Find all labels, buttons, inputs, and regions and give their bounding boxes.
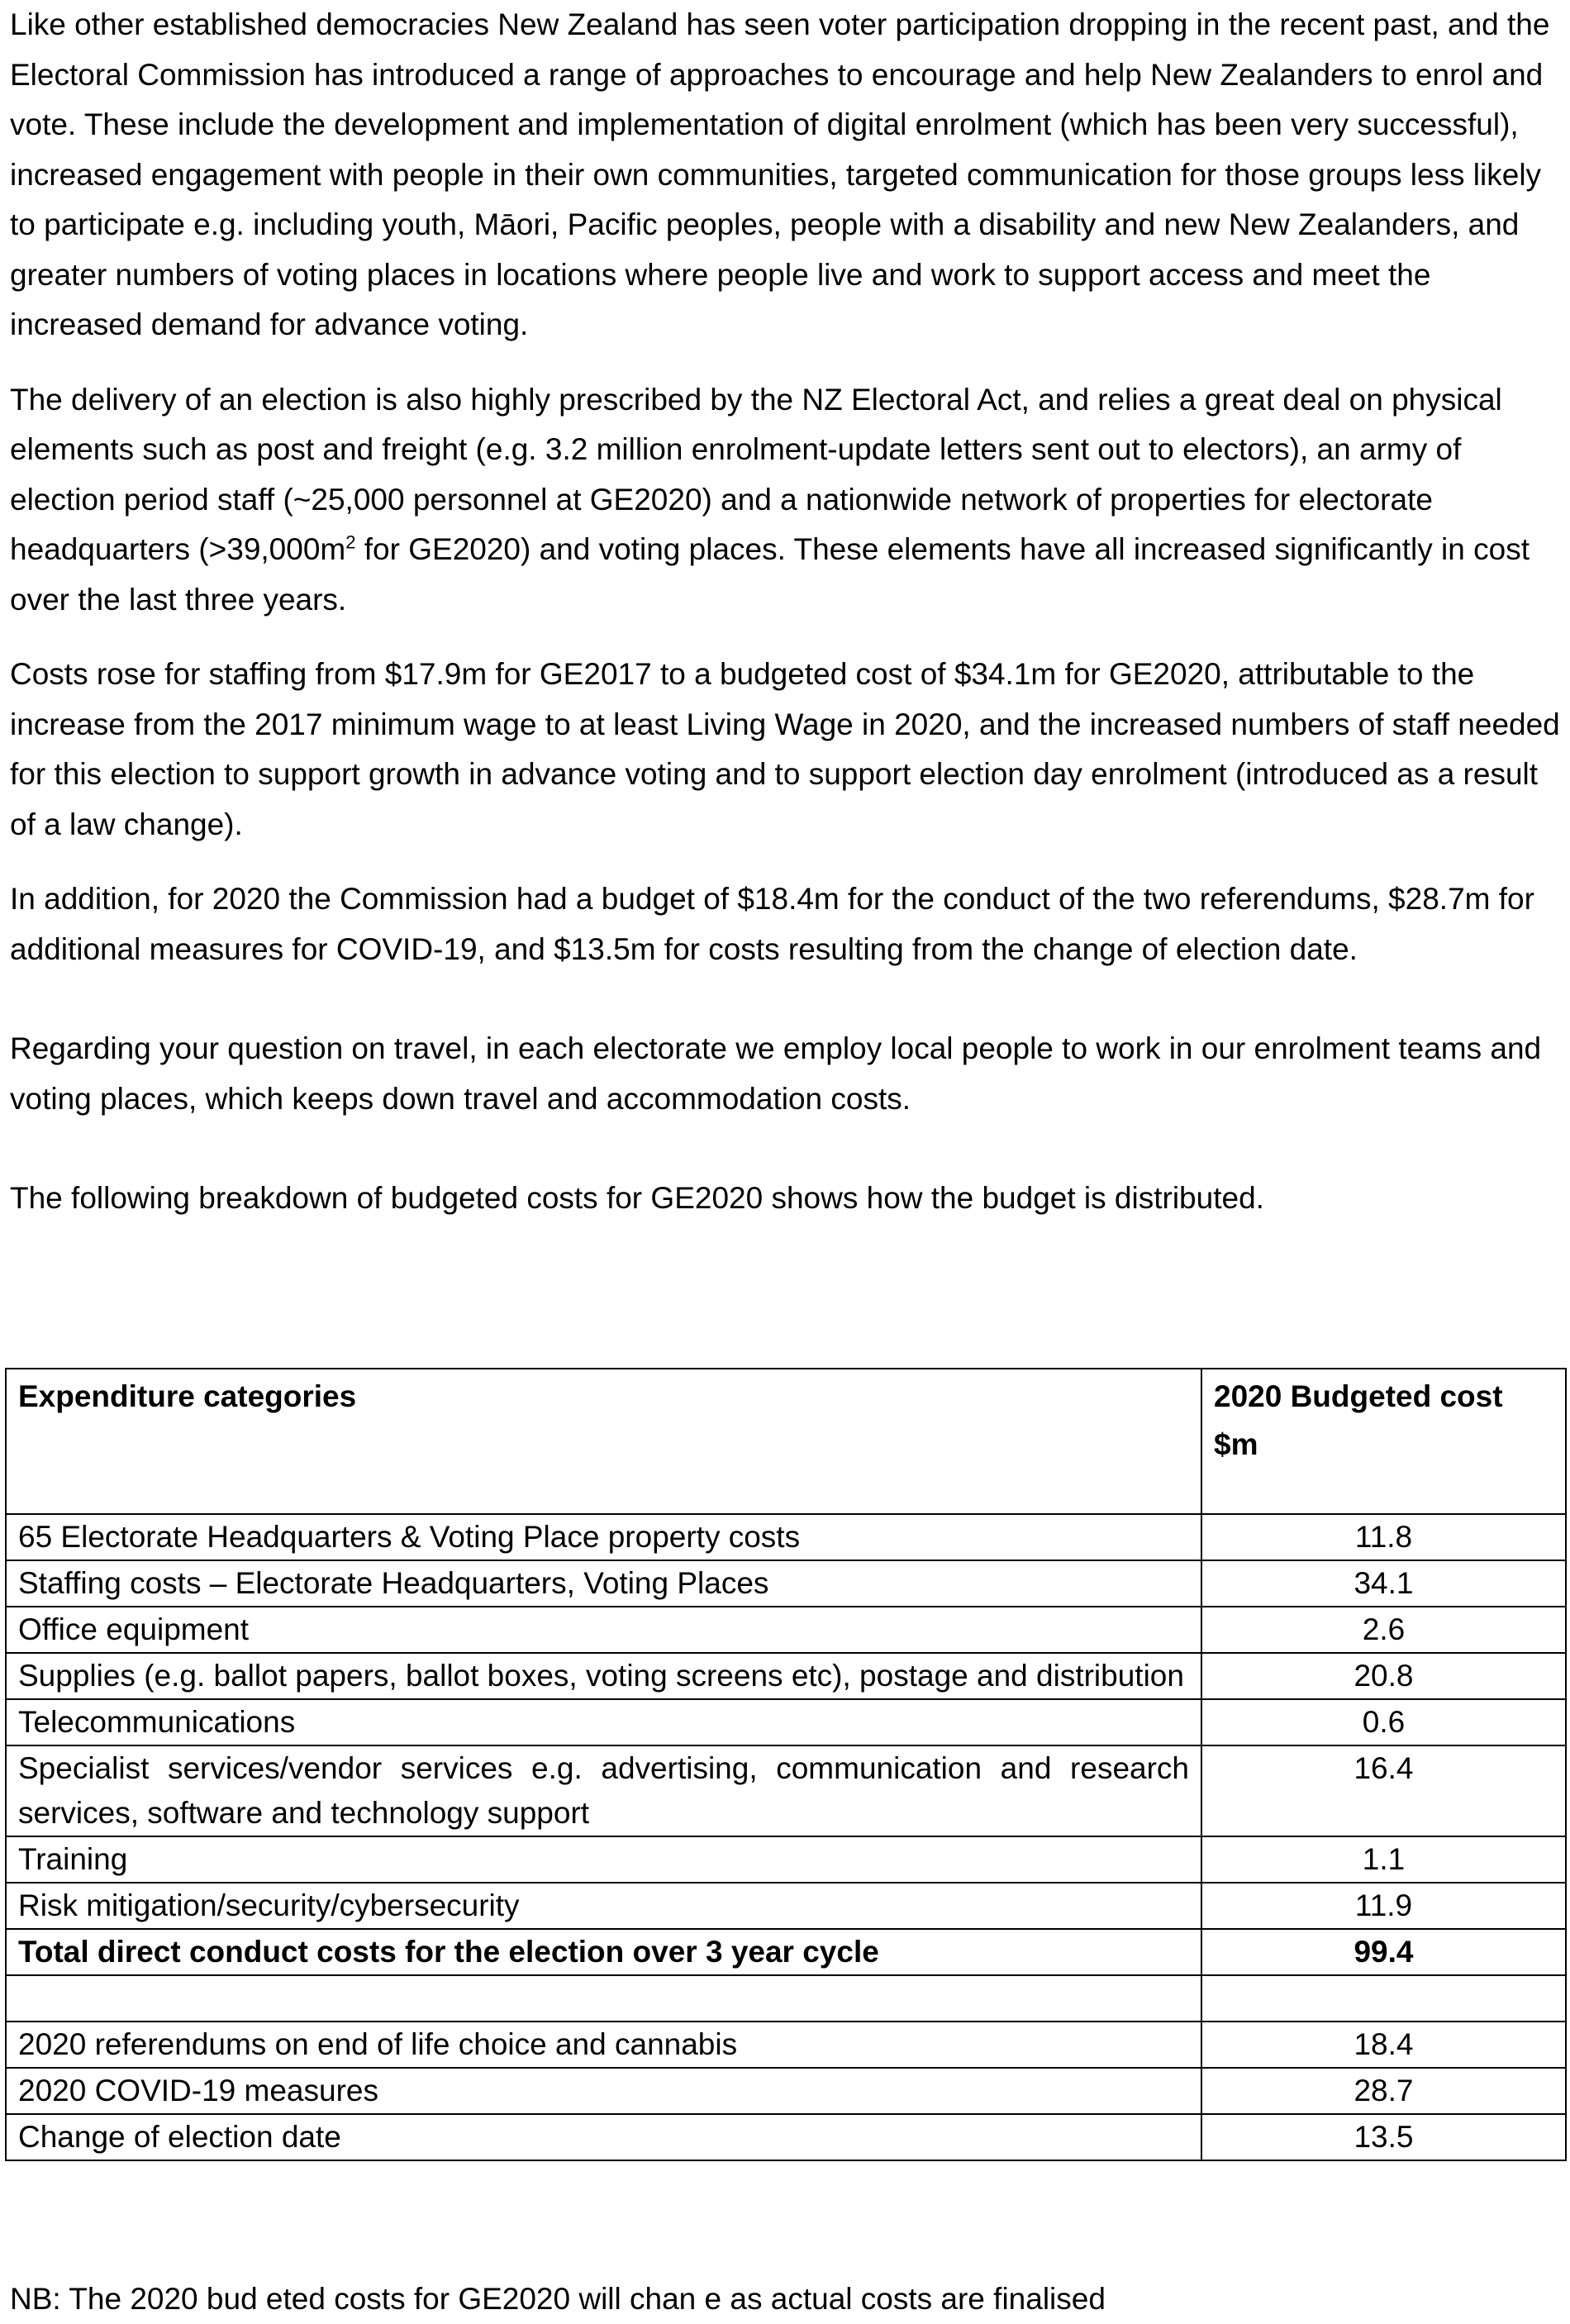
table-row bbox=[6, 2068, 1566, 2114]
paragraph-election-delivery bbox=[10, 375, 1563, 626]
row-value: 18.4 bbox=[1201, 2022, 1566, 2068]
table-row bbox=[6, 1607, 1566, 1653]
table-row bbox=[6, 1745, 1566, 1836]
total-label: Total direct conduct costs for the election over 3 year cycle bbox=[6, 1929, 1201, 1975]
table-row bbox=[6, 1699, 1566, 1745]
row-label: Risk mitigation/security/cybersecurity bbox=[6, 1883, 1201, 1929]
footnote: NB: The 2020 bud eted costs for GE2020 will chan e as actual costs are finalised bbox=[10, 2282, 1106, 2316]
paragraph-election-delivery-text-end: for GE2020) and voting places. These elements have all increased significantly in cost over the last three years. bbox=[10, 532, 1530, 617]
paragraph-additional-budget: In addition, for 2020 the Commission had a budget of $18.4m for the conduct of the two referendums, $28.7m for additional measures for COVID-19, and $13.5m for costs resulting from the change of election date. bbox=[10, 882, 1534, 966]
table-row bbox=[6, 1836, 1566, 1883]
row-label: 2020 referendums on end of life choice and cannabis bbox=[6, 2022, 1201, 2068]
header-expenditure-categories: Expenditure categories bbox=[6, 1369, 1201, 1514]
row-value: 2.6 bbox=[1201, 1607, 1566, 1653]
table-row bbox=[6, 1653, 1566, 1699]
document-body bbox=[10, 0, 1563, 1224]
paragraph-election-delivery-text: The delivery of an election is also highly prescribed by the NZ Electoral Act, and relies a great deal on physical elements such as post and freight (e.g. 3.2 million enrolment-update letters sent out to electors), an army of election period staff (~25,000 personnel at GE2020) and a nationwide network of properties for electorate headquarters (>39,000m bbox=[10, 382, 1502, 566]
row-label: Supplies (e.g. ballot papers, ballot boxes, voting screens etc), postage and distribution bbox=[6, 1653, 1201, 1699]
row-value: 13.5 bbox=[1201, 2114, 1566, 2160]
blank-cell bbox=[6, 1975, 1201, 2022]
budget-table bbox=[5, 1368, 1567, 2161]
table-row bbox=[6, 1514, 1566, 1560]
row-label: Change of election date bbox=[6, 2114, 1201, 2160]
row-label: Staffing costs – Electorate Headquarters, Voting Places bbox=[6, 1560, 1201, 1607]
row-value: 1.1 bbox=[1201, 1836, 1566, 1883]
row-label: Telecommunications bbox=[6, 1699, 1201, 1745]
row-label: Training bbox=[6, 1836, 1201, 1883]
paragraph-voter-participation: Like other established democracies New Zealand has seen voter participation dropping in the recent past, and the Electoral Commission has introduced a range of approaches to encourage and help New Zealanders to enrol and vote. These include the development and implementation of digital enrolment (which has been very successful), increased engagement with people in their own communities, targeted communication for those groups less likely to participate e.g. including youth, Māori, Pacific peoples, people with a disability and new New Zealanders, and greater numbers of voting places in locations where people live and work to support access and meet the increased demand for advance voting. bbox=[10, 7, 1550, 341]
row-value: 20.8 bbox=[1201, 1653, 1566, 1699]
table-row bbox=[6, 2114, 1566, 2160]
row-label: 2020 COVID-19 measures bbox=[6, 2068, 1201, 2114]
blank-cell bbox=[1201, 1975, 1566, 2022]
header-budgeted-cost: 2020 Budgeted cost $m bbox=[1201, 1369, 1566, 1514]
paragraph-staffing-costs: Costs rose for staffing from $17.9m for GE2017 to a budgeted cost of $34.1m for GE2020, attributable to the increase from the 2017 minimum wage to at least Living Wage in 2020, and the increased numbers of staff needed for this election to support growth in advance voting and to support election day enrolment (introduced as a result of a law change). bbox=[10, 657, 1560, 841]
row-label: Specialist services/vendor services e.g. advertising, communication and research services, software and technology support bbox=[6, 1745, 1201, 1836]
row-value: 11.8 bbox=[1201, 1514, 1566, 1560]
table-row-blank bbox=[6, 1975, 1566, 2022]
paragraph-travel: Regarding your question on travel, in each electorate we employ local people to work in our enrolment teams and voting places, which keeps down travel and accommodation costs. bbox=[10, 1031, 1542, 1116]
table-header-row bbox=[6, 1369, 1566, 1514]
row-value: 28.7 bbox=[1201, 2068, 1566, 2114]
superscript-squared: 2 bbox=[345, 531, 356, 553]
row-value: 16.4 bbox=[1201, 1745, 1566, 1836]
table-row-total bbox=[6, 1929, 1566, 1975]
row-label: 65 Electorate Headquarters & Voting Place property costs bbox=[6, 1514, 1201, 1560]
table-row bbox=[6, 1560, 1566, 1607]
table-row bbox=[6, 1883, 1566, 1929]
row-label: Office equipment bbox=[6, 1607, 1201, 1653]
row-value: 11.9 bbox=[1201, 1883, 1566, 1929]
row-value: 0.6 bbox=[1201, 1699, 1566, 1745]
total-value: 99.4 bbox=[1201, 1929, 1566, 1975]
paragraph-breakdown-intro: The following breakdown of budgeted costs for GE2020 shows how the budget is distributed. bbox=[10, 1181, 1264, 1215]
table-row bbox=[6, 2022, 1566, 2068]
row-value: 34.1 bbox=[1201, 1560, 1566, 1607]
